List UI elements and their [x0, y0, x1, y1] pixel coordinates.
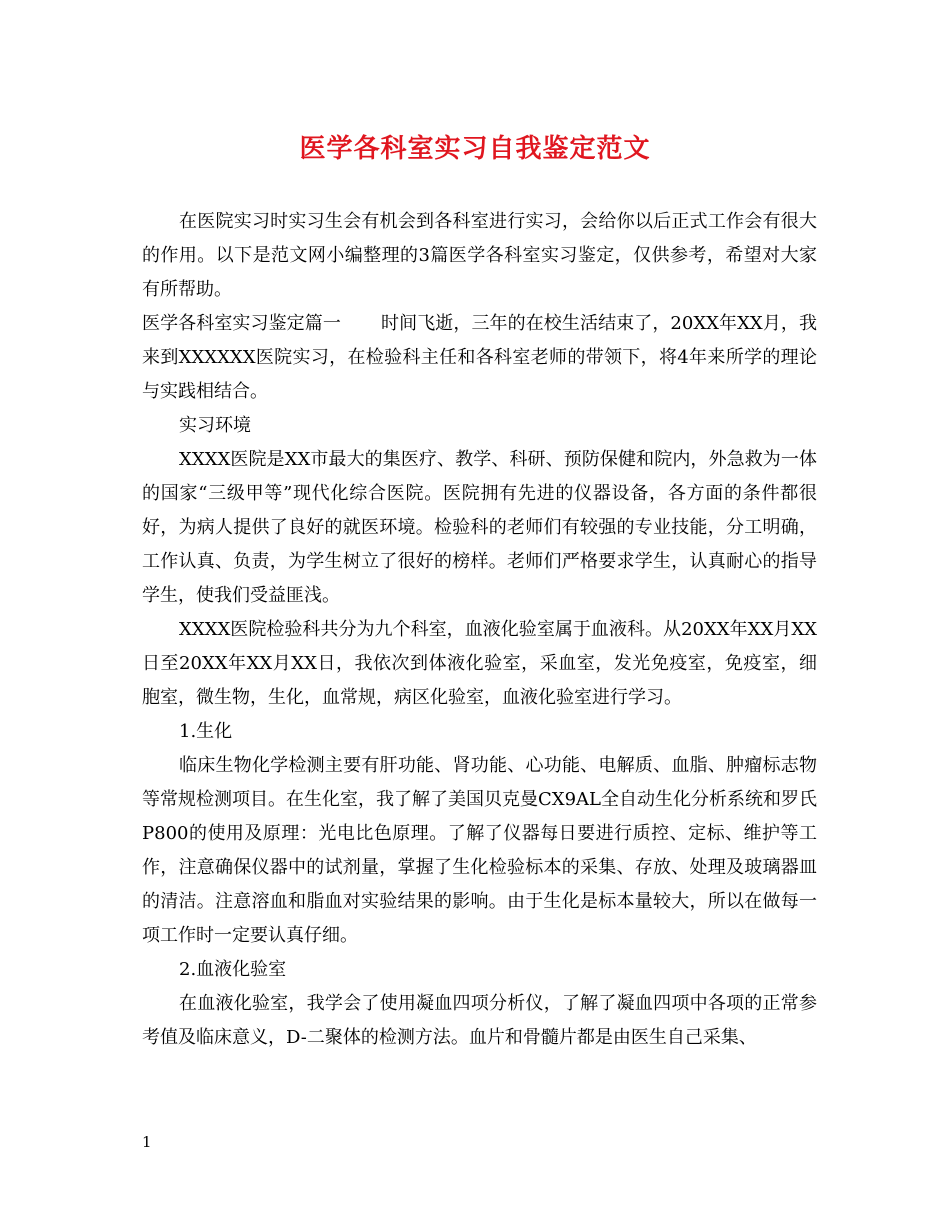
section-heading-blood-lab: 2.血液化验室: [179, 959, 287, 980]
document-body: [142, 205, 817, 1055]
article1-paragraph: [142, 307, 817, 409]
page-number: 1: [142, 1133, 152, 1151]
blood-lab-paragraph: 在血液化验室，我学会了使用凝血四项分析仪，了解了凝血四项中各项的正常参考值及临床意义，D-二聚体的检测方法。血片和骨髓片都是由医生自己采集、: [142, 993, 817, 1048]
departments-paragraph: XXXX医院检验科共分为九个科室，血液化验室属于血液科。从20XX年XX月XX日至20XX年XX月XX日，我依次到体液化验室，采血室，发光免疫室，免疫室，细胞室，微生物，生化，血常规，病区化验室，血液化验室进行学习。: [142, 619, 817, 708]
document-title: 医学各科室实习自我鉴定范文: [299, 134, 651, 164]
section-heading-environment: 实习环境: [179, 415, 251, 436]
biochem-paragraph: 临床生物化学检测主要有肝功能、肾功能、心功能、电解质、血脂、肿瘤标志物等常规检测项目。在生化室，我了解了美国贝克曼CX9AL全自动生化分析系统和罗氏P800的使用及原理：光电比色原理。了解了仪器每日要进行质控、定标、维护等工作，注意确保仪器中的试剂量，掌握了生化检验标本的采集、存放、处理及玻璃器皿的清洁。注意溶血和脂血对实验结果的影响。由于生化是标本量较大，所以在做每一项工作时一定要认真仔细。: [142, 755, 817, 946]
intro-paragraph: 在医院实习时实习生会有机会到各科室进行实习，会给你以后正式工作会有很大的作用。以下是范文网小编整理的3篇医学各科室实习鉴定，仅供参考，希望对大家有所帮助。: [142, 211, 817, 300]
environment-paragraph: XXXX医院是XX市最大的集医疗、教学、科研、预防保健和院内，外急救为一体的国家“三级甲等”现代化综合医院。医院拥有先进的仪器设备，各方面的条件都很好，为病人提供了良好的就医环境。检验科的老师们有较强的专业技能，分工明确，工作认真、负责，为学生树立了很好的榜样。老师们严格要求学生，认真耐心的指导学生，使我们受益匪浅。: [142, 449, 817, 606]
article1-lead: 时间飞逝，三年的在校生活结束了，20XX年XX月，我来到XXXXXX医院实习，在检验科主任和各科室老师的带领下，将4年来所学的理论与实践相结合。: [142, 313, 817, 402]
article1-label: 医学各科室实习鉴定篇一: [142, 313, 341, 334]
section-heading-biochem: 1.生化: [179, 721, 233, 742]
